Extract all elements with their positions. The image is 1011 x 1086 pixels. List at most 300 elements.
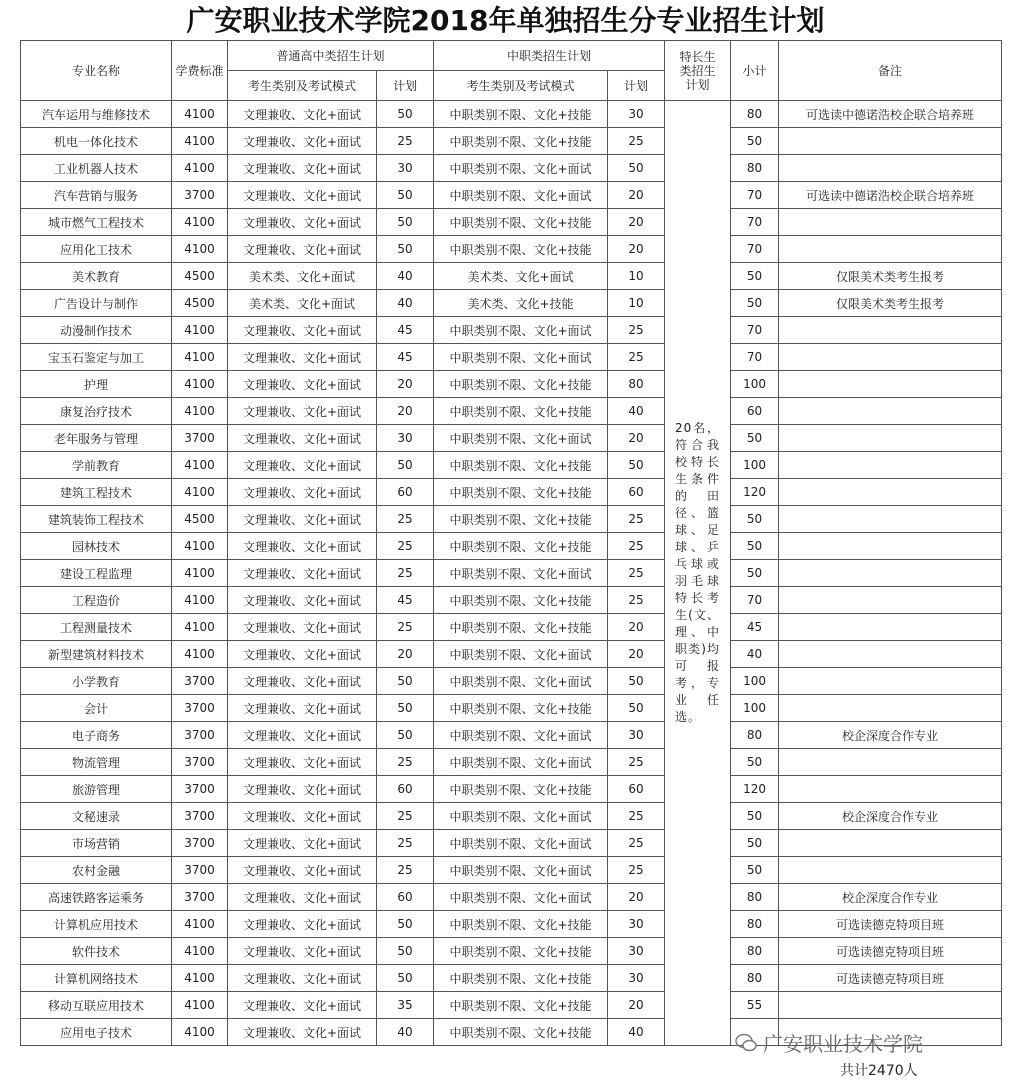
cell-major: 动漫制作技术 bbox=[21, 317, 172, 344]
cell-hs-plan: 50 bbox=[377, 209, 434, 236]
cell-major: 城市燃气工程技术 bbox=[21, 209, 172, 236]
cell-subtotal: 80 bbox=[731, 884, 779, 911]
cell-subtotal: 100 bbox=[731, 668, 779, 695]
cell-vc-plan: 25 bbox=[608, 560, 665, 587]
cell-subtotal: 80 bbox=[731, 938, 779, 965]
cell-vc-mode: 中职类别不限、文化+面试 bbox=[434, 641, 608, 668]
cell-hs-mode: 文理兼收、文化+面试 bbox=[228, 128, 377, 155]
cell-hs-mode: 文理兼收、文化+面试 bbox=[228, 695, 377, 722]
cell-vc-plan: 30 bbox=[608, 722, 665, 749]
cell-fee: 4100 bbox=[172, 479, 228, 506]
cell-hs-mode: 文理兼收、文化+面试 bbox=[228, 668, 377, 695]
cell-hs-plan: 50 bbox=[377, 911, 434, 938]
cell-vc-plan: 50 bbox=[608, 155, 665, 182]
cell-major: 软件技术 bbox=[21, 938, 172, 965]
cell-major: 农村金融 bbox=[21, 857, 172, 884]
cell-fee: 4100 bbox=[172, 587, 228, 614]
cell-fee: 4500 bbox=[172, 290, 228, 317]
cell-hs-plan: 20 bbox=[377, 371, 434, 398]
cell-remark bbox=[779, 155, 1002, 182]
cell-major: 园林技术 bbox=[21, 533, 172, 560]
table-row bbox=[21, 533, 1002, 560]
cell-major: 机电一体化技术 bbox=[21, 128, 172, 155]
cell-vc-plan: 30 bbox=[608, 101, 665, 128]
cell-vc-mode: 中职类别不限、文化+技能 bbox=[434, 533, 608, 560]
cell-vc-plan: 25 bbox=[608, 749, 665, 776]
table-row bbox=[21, 803, 1002, 830]
cell-vc-plan: 10 bbox=[608, 290, 665, 317]
cell-hs-plan: 50 bbox=[377, 668, 434, 695]
cell-subtotal: 50 bbox=[731, 560, 779, 587]
table-row bbox=[21, 560, 1002, 587]
cell-fee: 4100 bbox=[172, 398, 228, 425]
cell-remark: 校企深度合作专业 bbox=[779, 722, 1002, 749]
cell-major: 广告设计与制作 bbox=[21, 290, 172, 317]
cell-vc-mode: 中职类别不限、文化+面试 bbox=[434, 803, 608, 830]
cell-vc-mode: 中职类别不限、文化+面试 bbox=[434, 830, 608, 857]
cell-fee: 4100 bbox=[172, 641, 228, 668]
cell-hs-plan: 35 bbox=[377, 992, 434, 1019]
cell-major: 工程造价 bbox=[21, 587, 172, 614]
cell-vc-plan: 25 bbox=[608, 317, 665, 344]
cell-hs-plan: 45 bbox=[377, 344, 434, 371]
cell-fee: 3700 bbox=[172, 830, 228, 857]
cell-vc-mode: 中职类别不限、文化+面试 bbox=[434, 668, 608, 695]
cell-hs-mode: 文理兼收、文化+面试 bbox=[228, 182, 377, 209]
cell-hs-mode: 文理兼收、文化+面试 bbox=[228, 209, 377, 236]
cell-hs-plan: 30 bbox=[377, 425, 434, 452]
cell-remark bbox=[779, 506, 1002, 533]
cell-vc-mode: 中职类别不限、文化+技能 bbox=[434, 479, 608, 506]
cell-vc-plan: 25 bbox=[608, 506, 665, 533]
cell-hs-mode: 文理兼收、文化+面试 bbox=[228, 317, 377, 344]
cell-vc-plan: 25 bbox=[608, 344, 665, 371]
cell-vc-mode: 中职类别不限、文化+技能 bbox=[434, 695, 608, 722]
cell-major: 汽车营销与服务 bbox=[21, 182, 172, 209]
cell-vc-mode: 中职类别不限、文化+技能 bbox=[434, 506, 608, 533]
cell-subtotal: 70 bbox=[731, 236, 779, 263]
cell-vc-plan: 50 bbox=[608, 452, 665, 479]
cell-vc-plan: 40 bbox=[608, 398, 665, 425]
cell-vc-mode: 中职类别不限、文化+面试 bbox=[434, 182, 608, 209]
cell-vc-plan: 30 bbox=[608, 965, 665, 992]
cell-remark bbox=[779, 992, 1002, 1019]
cell-remark bbox=[779, 128, 1002, 155]
cell-fee: 4100 bbox=[172, 1019, 228, 1046]
cell-hs-mode: 文理兼收、文化+面试 bbox=[228, 614, 377, 641]
cell-subtotal: 50 bbox=[731, 425, 779, 452]
table-row bbox=[21, 425, 1002, 452]
cell-vc-mode: 中职类别不限、文化+技能 bbox=[434, 236, 608, 263]
cell-fee: 3700 bbox=[172, 695, 228, 722]
table-row bbox=[21, 209, 1002, 236]
cell-subtotal: 120 bbox=[731, 776, 779, 803]
cell-vc-plan: 20 bbox=[608, 182, 665, 209]
cell-hs-mode: 文理兼收、文化+面试 bbox=[228, 911, 377, 938]
cell-remark bbox=[779, 560, 1002, 587]
cell-subtotal: 55 bbox=[731, 992, 779, 1019]
header-vc-plan: 计划 bbox=[608, 71, 665, 101]
cell-subtotal: 80 bbox=[731, 911, 779, 938]
cell-vc-plan: 50 bbox=[608, 695, 665, 722]
cell-subtotal: 100 bbox=[731, 452, 779, 479]
table-row bbox=[21, 884, 1002, 911]
cell-subtotal: 80 bbox=[731, 965, 779, 992]
cell-hs-mode: 文理兼收、文化+面试 bbox=[228, 938, 377, 965]
cell-remark bbox=[779, 641, 1002, 668]
cell-fee: 4100 bbox=[172, 317, 228, 344]
cell-vc-plan: 60 bbox=[608, 776, 665, 803]
cell-fee: 4100 bbox=[172, 560, 228, 587]
cell-remark: 可选读中德诺浩校企联合培养班 bbox=[779, 101, 1002, 128]
table-row bbox=[21, 317, 1002, 344]
header-fee: 学费标准 bbox=[172, 41, 228, 101]
cell-hs-plan: 45 bbox=[377, 587, 434, 614]
table-row bbox=[21, 938, 1002, 965]
cell-remark bbox=[779, 533, 1002, 560]
table-body bbox=[21, 101, 1002, 1046]
cell-major: 老年服务与管理 bbox=[21, 425, 172, 452]
cell-subtotal: 50 bbox=[731, 803, 779, 830]
cell-major: 市场营销 bbox=[21, 830, 172, 857]
table-row bbox=[21, 236, 1002, 263]
table-row bbox=[21, 182, 1002, 209]
table-row bbox=[21, 830, 1002, 857]
cell-vc-plan: 20 bbox=[608, 209, 665, 236]
cell-fee: 4100 bbox=[172, 992, 228, 1019]
cell-vc-plan: 25 bbox=[608, 803, 665, 830]
cell-vc-mode: 美术类、文化+技能 bbox=[434, 290, 608, 317]
cell-subtotal: 70 bbox=[731, 317, 779, 344]
cell-remark bbox=[779, 452, 1002, 479]
cell-hs-plan: 40 bbox=[377, 290, 434, 317]
cell-major: 计算机应用技术 bbox=[21, 911, 172, 938]
cell-hs-mode: 文理兼收、文化+面试 bbox=[228, 236, 377, 263]
cell-vc-mode: 中职类别不限、文化+技能 bbox=[434, 614, 608, 641]
cell-hs-mode: 文理兼收、文化+面试 bbox=[228, 452, 377, 479]
table-row bbox=[21, 371, 1002, 398]
cell-vc-plan: 50 bbox=[608, 668, 665, 695]
cell-vc-mode: 中职类别不限、文化+技能 bbox=[434, 1019, 608, 1046]
cell-hs-plan: 50 bbox=[377, 965, 434, 992]
cell-vc-mode: 中职类别不限、文化+技能 bbox=[434, 209, 608, 236]
cell-hs-mode: 文理兼收、文化+面试 bbox=[228, 533, 377, 560]
cell-fee: 3700 bbox=[172, 803, 228, 830]
cell-subtotal: 40 bbox=[731, 641, 779, 668]
cell-hs-plan: 50 bbox=[377, 695, 434, 722]
cell-subtotal: 80 bbox=[731, 101, 779, 128]
table-row bbox=[21, 668, 1002, 695]
cell-vc-mode: 中职类别不限、文化+面试 bbox=[434, 317, 608, 344]
cell-remark bbox=[779, 614, 1002, 641]
cell-remark bbox=[779, 776, 1002, 803]
cell-vc-mode: 中职类别不限、文化+技能 bbox=[434, 371, 608, 398]
cell-vc-mode: 中职类别不限、文化+面试 bbox=[434, 155, 608, 182]
cell-hs-plan: 25 bbox=[377, 128, 434, 155]
table-row bbox=[21, 614, 1002, 641]
cell-vc-mode: 中职类别不限、文化+技能 bbox=[434, 128, 608, 155]
cell-hs-plan: 40 bbox=[377, 1019, 434, 1046]
wechat-icon bbox=[735, 1033, 757, 1053]
cell-vc-plan: 40 bbox=[608, 1019, 665, 1046]
cell-vc-mode: 美术类、文化+面试 bbox=[434, 263, 608, 290]
cell-vc-plan: 20 bbox=[608, 236, 665, 263]
cell-fee: 4100 bbox=[172, 911, 228, 938]
cell-major: 宝玉石鉴定与加工 bbox=[21, 344, 172, 371]
cell-subtotal: 50 bbox=[731, 290, 779, 317]
cell-vc-plan: 30 bbox=[608, 911, 665, 938]
cell-major: 应用电子技术 bbox=[21, 1019, 172, 1046]
header-subtotal: 小计 bbox=[731, 41, 779, 101]
cell-major: 移动互联应用技术 bbox=[21, 992, 172, 1019]
cell-major: 新型建筑材料技术 bbox=[21, 641, 172, 668]
cell-fee: 4100 bbox=[172, 371, 228, 398]
cell-major: 康复治疗技术 bbox=[21, 398, 172, 425]
cell-vc-mode: 中职类别不限、文化+技能 bbox=[434, 965, 608, 992]
cell-remark: 校企深度合作专业 bbox=[779, 884, 1002, 911]
cell-hs-mode: 文理兼收、文化+面试 bbox=[228, 1019, 377, 1046]
cell-major: 美术教育 bbox=[21, 263, 172, 290]
cell-subtotal: 50 bbox=[731, 857, 779, 884]
cell-remark: 可选读德克特项目班 bbox=[779, 911, 1002, 938]
cell-remark: 校企深度合作专业 bbox=[779, 803, 1002, 830]
cell-fee: 3700 bbox=[172, 857, 228, 884]
cell-fee: 4100 bbox=[172, 614, 228, 641]
cell-vc-plan: 20 bbox=[608, 614, 665, 641]
cell-major: 学前教育 bbox=[21, 452, 172, 479]
table-row bbox=[21, 992, 1002, 1019]
cell-vc-plan: 20 bbox=[608, 992, 665, 1019]
table-row bbox=[21, 344, 1002, 371]
cell-hs-plan: 50 bbox=[377, 938, 434, 965]
cell-hs-plan: 20 bbox=[377, 398, 434, 425]
cell-vc-plan: 25 bbox=[608, 128, 665, 155]
cell-vc-mode: 中职类别不限、文化+面试 bbox=[434, 560, 608, 587]
cell-hs-mode: 文理兼收、文化+面试 bbox=[228, 749, 377, 776]
cell-remark bbox=[779, 749, 1002, 776]
cell-hs-plan: 25 bbox=[377, 533, 434, 560]
cell-major: 护理 bbox=[21, 371, 172, 398]
header-hs-plan: 计划 bbox=[377, 71, 434, 101]
cell-fee: 4100 bbox=[172, 128, 228, 155]
cell-subtotal: 70 bbox=[731, 344, 779, 371]
table-row bbox=[21, 479, 1002, 506]
cell-hs-mode: 文理兼收、文化+面试 bbox=[228, 641, 377, 668]
cell-hs-mode: 文理兼收、文化+面试 bbox=[228, 803, 377, 830]
cell-major: 工业机器人技术 bbox=[21, 155, 172, 182]
enrollment-plan-table bbox=[20, 40, 1002, 1046]
table-row bbox=[21, 965, 1002, 992]
cell-vc-mode: 中职类别不限、文化+技能 bbox=[434, 992, 608, 1019]
cell-subtotal: 70 bbox=[731, 587, 779, 614]
cell-hs-plan: 50 bbox=[377, 452, 434, 479]
cell-hs-plan: 25 bbox=[377, 857, 434, 884]
cell-hs-mode: 美术类、文化+面试 bbox=[228, 263, 377, 290]
cell-fee: 4100 bbox=[172, 965, 228, 992]
cell-vc-plan: 20 bbox=[608, 425, 665, 452]
cell-subtotal: 50 bbox=[731, 128, 779, 155]
cell-hs-plan: 50 bbox=[377, 101, 434, 128]
cell-major: 物流管理 bbox=[21, 749, 172, 776]
table-row bbox=[21, 128, 1002, 155]
cell-fee: 3700 bbox=[172, 776, 228, 803]
cell-hs-plan: 25 bbox=[377, 614, 434, 641]
cell-remark bbox=[779, 479, 1002, 506]
table-row bbox=[21, 506, 1002, 533]
cell-major: 汽车运用与维修技术 bbox=[21, 101, 172, 128]
table-row bbox=[21, 857, 1002, 884]
cell-major: 建设工程监理 bbox=[21, 560, 172, 587]
cell-fee: 4500 bbox=[172, 263, 228, 290]
cell-vc-plan: 25 bbox=[608, 587, 665, 614]
cell-major: 计算机网络技术 bbox=[21, 965, 172, 992]
cell-subtotal: 50 bbox=[731, 263, 779, 290]
cell-subtotal: 50 bbox=[731, 506, 779, 533]
header-vocational-plan: 中职类招生计划 bbox=[434, 41, 665, 71]
cell-remark bbox=[779, 317, 1002, 344]
cell-subtotal: 60 bbox=[731, 398, 779, 425]
cell-remark bbox=[779, 425, 1002, 452]
cell-fee: 4100 bbox=[172, 452, 228, 479]
cell-remark bbox=[779, 587, 1002, 614]
watermark-text: 广安职业技术学院 bbox=[763, 1032, 923, 1056]
cell-fee: 4100 bbox=[172, 101, 228, 128]
cell-vc-plan: 60 bbox=[608, 479, 665, 506]
cell-vc-mode: 中职类别不限、文化+技能 bbox=[434, 776, 608, 803]
table-row bbox=[21, 911, 1002, 938]
table-row bbox=[21, 290, 1002, 317]
cell-vc-mode: 中职类别不限、文化+技能 bbox=[434, 938, 608, 965]
cell-remark: 可选读德克特项目班 bbox=[779, 938, 1002, 965]
cell-subtotal: 50 bbox=[731, 533, 779, 560]
cell-vc-mode: 中职类别不限、文化+面试 bbox=[434, 722, 608, 749]
cell-fee: 3700 bbox=[172, 722, 228, 749]
cell-remark bbox=[779, 398, 1002, 425]
cell-vc-mode: 中职类别不限、文化+面试 bbox=[434, 884, 608, 911]
cell-hs-mode: 文理兼收、文化+面试 bbox=[228, 560, 377, 587]
header-vc-exam-mode: 考生类别及考试模式 bbox=[434, 71, 608, 101]
cell-remark bbox=[779, 695, 1002, 722]
cell-fee: 4100 bbox=[172, 155, 228, 182]
cell-hs-mode: 文理兼收、文化+面试 bbox=[228, 398, 377, 425]
cell-fee: 4100 bbox=[172, 344, 228, 371]
cell-vc-mode: 中职类别不限、文化+技能 bbox=[434, 452, 608, 479]
cell-major: 电子商务 bbox=[21, 722, 172, 749]
cell-hs-plan: 25 bbox=[377, 506, 434, 533]
cell-remark bbox=[779, 830, 1002, 857]
cell-hs-plan: 60 bbox=[377, 776, 434, 803]
cell-major: 旅游管理 bbox=[21, 776, 172, 803]
cell-remark bbox=[779, 668, 1002, 695]
cell-hs-plan: 25 bbox=[377, 830, 434, 857]
cell-vc-plan: 25 bbox=[608, 857, 665, 884]
table-row bbox=[21, 155, 1002, 182]
cell-fee: 3700 bbox=[172, 749, 228, 776]
cell-remark bbox=[779, 857, 1002, 884]
cell-remark: 仅限美术类考生报考 bbox=[779, 290, 1002, 317]
table-row bbox=[21, 101, 1002, 128]
header-row-1 bbox=[21, 41, 1002, 71]
cell-subtotal: 70 bbox=[731, 182, 779, 209]
cell-vc-mode: 中职类别不限、文化+面试 bbox=[434, 344, 608, 371]
cell-hs-mode: 文理兼收、文化+面试 bbox=[228, 101, 377, 128]
cell-hs-plan: 60 bbox=[377, 479, 434, 506]
cell-vc-plan: 20 bbox=[608, 641, 665, 668]
cell-hs-mode: 文理兼收、文化+面试 bbox=[228, 506, 377, 533]
header-high-school-plan: 普通高中类招生计划 bbox=[228, 41, 434, 71]
cell-hs-mode: 文理兼收、文化+面试 bbox=[228, 155, 377, 182]
cell-hs-mode: 文理兼收、文化+面试 bbox=[228, 722, 377, 749]
table-row bbox=[21, 695, 1002, 722]
table-row bbox=[21, 776, 1002, 803]
cell-hs-plan: 50 bbox=[377, 722, 434, 749]
cell-major: 文秘速录 bbox=[21, 803, 172, 830]
page-title: 广安职业技术学院2018年单独招生分专业招生计划 bbox=[186, 4, 825, 37]
header-special-plan: 特长生类招生计划 bbox=[665, 41, 731, 101]
cell-vc-mode: 中职类别不限、文化+技能 bbox=[434, 587, 608, 614]
cell-hs-plan: 30 bbox=[377, 155, 434, 182]
cell-remark bbox=[779, 209, 1002, 236]
header-hs-exam-mode: 考生类别及考试模式 bbox=[228, 71, 377, 101]
cell-major: 应用化工技术 bbox=[21, 236, 172, 263]
table-row bbox=[21, 587, 1002, 614]
cell-remark bbox=[779, 344, 1002, 371]
table-row bbox=[21, 452, 1002, 479]
cell-hs-mode: 文理兼收、文化+面试 bbox=[228, 371, 377, 398]
cell-hs-mode: 美术类、文化+面试 bbox=[228, 290, 377, 317]
total-count: 共计2470人 bbox=[840, 1063, 918, 1079]
cell-fee: 3700 bbox=[172, 884, 228, 911]
cell-hs-mode: 文理兼收、文化+面试 bbox=[228, 857, 377, 884]
cell-vc-plan: 25 bbox=[608, 830, 665, 857]
cell-subtotal: 100 bbox=[731, 371, 779, 398]
header-major: 专业名称 bbox=[21, 41, 172, 101]
cell-hs-mode: 文理兼收、文化+面试 bbox=[228, 425, 377, 452]
cell-hs-mode: 文理兼收、文化+面试 bbox=[228, 992, 377, 1019]
cell-hs-mode: 文理兼收、文化+面试 bbox=[228, 884, 377, 911]
cell-hs-mode: 文理兼收、文化+面试 bbox=[228, 965, 377, 992]
table-row bbox=[21, 263, 1002, 290]
cell-fee: 3700 bbox=[172, 668, 228, 695]
cell-hs-plan: 50 bbox=[377, 236, 434, 263]
table-row bbox=[21, 722, 1002, 749]
cell-hs-mode: 文理兼收、文化+面试 bbox=[228, 776, 377, 803]
cell-hs-mode: 文理兼收、文化+面试 bbox=[228, 479, 377, 506]
header-remarks: 备注 bbox=[779, 41, 1002, 101]
table-row bbox=[21, 641, 1002, 668]
cell-major: 小学教育 bbox=[21, 668, 172, 695]
cell-vc-plan: 30 bbox=[608, 938, 665, 965]
cell-remark: 可选读德克特项目班 bbox=[779, 965, 1002, 992]
cell-remark bbox=[779, 371, 1002, 398]
cell-hs-plan: 60 bbox=[377, 884, 434, 911]
cell-vc-plan: 20 bbox=[608, 884, 665, 911]
cell-vc-plan: 10 bbox=[608, 263, 665, 290]
cell-vc-mode: 中职类别不限、文化+面试 bbox=[434, 425, 608, 452]
cell-major: 建筑装饰工程技术 bbox=[21, 506, 172, 533]
cell-subtotal: 50 bbox=[731, 830, 779, 857]
table-row bbox=[21, 398, 1002, 425]
table-row bbox=[21, 749, 1002, 776]
cell-hs-plan: 50 bbox=[377, 182, 434, 209]
cell-hs-plan: 25 bbox=[377, 749, 434, 776]
cell-fee: 4100 bbox=[172, 533, 228, 560]
special-plan-note: 20名，符合我校特长生条件的田径、篮球、足球、乒乓球或羽毛球特长考生(文、理、中职类)均可报考，专业任选。 bbox=[665, 101, 731, 1046]
cell-fee: 4100 bbox=[172, 938, 228, 965]
cell-major: 工程测量技术 bbox=[21, 614, 172, 641]
cell-remark: 可选读中德诺浩校企联合培养班 bbox=[779, 182, 1002, 209]
cell-fee: 4100 bbox=[172, 236, 228, 263]
